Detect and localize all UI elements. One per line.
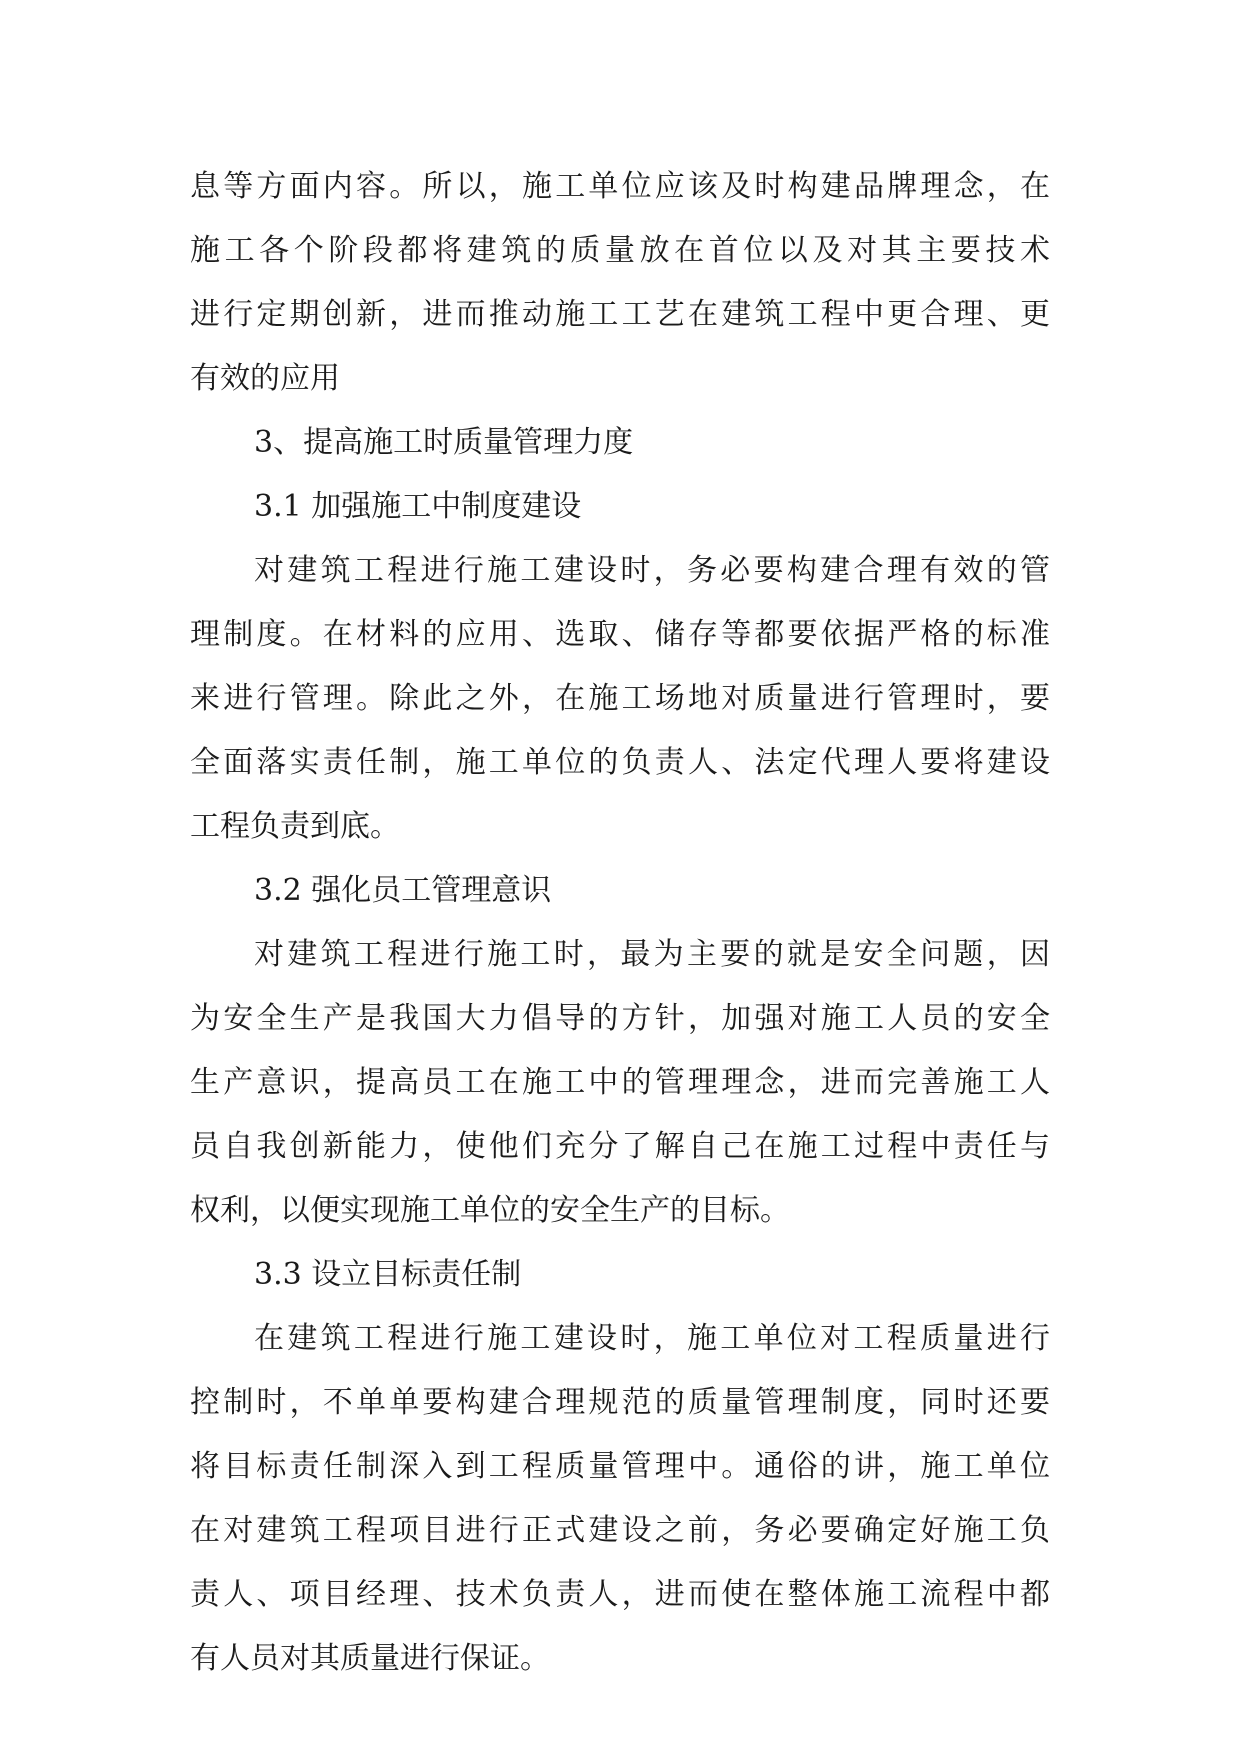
text-line: 员自我创新能力，使他们充分了解自己在施工过程中责任与	[190, 1129, 1050, 1164]
text-line: 有人员对其质量进行保证。	[190, 1641, 550, 1676]
text-line: 对建筑工程进行施工时，最为主要的就是安全问题，因	[254, 937, 1050, 972]
text-line: 责人、项目经理、技术负责人，进而使在整体施工流程中都	[190, 1577, 1050, 1612]
text-line: 工程负责到底。	[190, 809, 400, 844]
text-line: 权利，以便实现施工单位的安全生产的目标。	[190, 1193, 790, 1228]
text-line: 来进行管理。除此之外，在施工场地对质量进行管理时，要	[190, 681, 1050, 716]
text-line: 在对建筑工程项目进行正式建设之前，务必要确定好施工负	[190, 1513, 1050, 1548]
text-line: 生产意识，提高员工在施工中的管理理念，进而完善施工人	[190, 1065, 1050, 1100]
text-line: 息等方面内容。所以，施工单位应该及时构建品牌理念，在	[190, 169, 1050, 204]
text-line: 对建筑工程进行施工建设时，务必要构建合理有效的管	[254, 553, 1050, 588]
body-text	[190, 155, 1050, 1691]
section-heading: 3、提高施工时质量管理力度	[254, 425, 634, 460]
text-line: 在建筑工程进行施工建设时，施工单位对工程质量进行	[254, 1321, 1050, 1356]
text-line: 进行定期创新，进而推动施工工艺在建筑工程中更合理、更	[190, 297, 1050, 332]
text-line: 全面落实责任制，施工单位的负责人、法定代理人要将建设	[190, 745, 1050, 780]
paragraph	[190, 155, 1050, 411]
text-line: 施工各个阶段都将建筑的质量放在首位以及对其主要技术	[190, 233, 1050, 268]
subsection-heading: 3.1 加强施工中制度建设	[254, 489, 582, 524]
subsection-heading: 3.3 设立目标责任制	[254, 1257, 522, 1292]
paragraph	[190, 1307, 1050, 1691]
text-line: 理制度。在材料的应用、选取、储存等都要依据严格的标准	[190, 617, 1050, 652]
text-line: 为安全生产是我国大力倡导的方针，加强对施工人员的安全	[190, 1001, 1050, 1036]
text-line: 有效的应用	[190, 361, 340, 396]
text-line: 控制时，不单单要构建合理规范的质量管理制度，同时还要	[190, 1385, 1050, 1420]
text-line: 将目标责任制深入到工程质量管理中。通俗的讲，施工单位	[190, 1449, 1050, 1484]
paragraph	[190, 539, 1050, 859]
paragraph	[190, 923, 1050, 1243]
subsection-heading: 3.2 强化员工管理意识	[254, 873, 552, 908]
